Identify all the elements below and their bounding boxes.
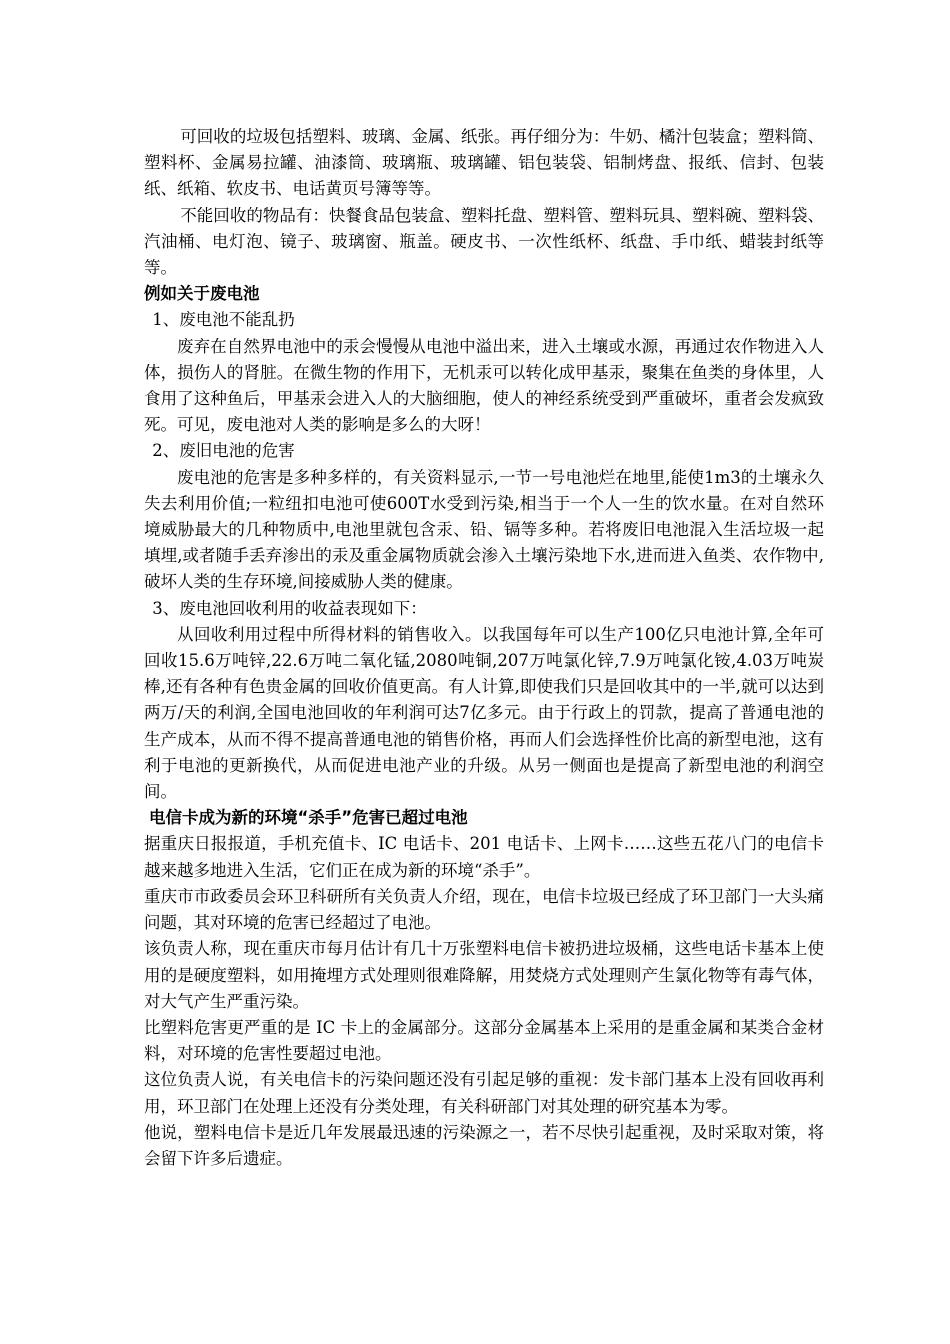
battery-section-3-title: 3、废电池回收利用的收益表现如下： xyxy=(152,598,427,618)
battery-section-3-body: 从回收利用过程中所得材料的销售收入。以我国每年可以生产100亿只电池计算,全年可回收15.6万吨锌,22.6万吨二氧化锰,2080吨铜,207万吨氯化锌,7.9万吨氯化铵,4.03万吨炭棒,还有各种有色贵金属的回收价值更高。有人计算,即使我们只是回收其中的一半,就可以达到两万/天的利润,全国电池回收的年利润可达7亿多元。由于行政上的罚款，提高了普通电池的生产成本，从而不得不提高普通电池的销售价格，再而人们会选择性价比高的新型电池，这有利于电池的更新换代，从而促进电池产业的升级。从另一侧面也是提高了新型电池的利润空间。 xyxy=(144,624,824,802)
telecom-paragraph-5: 这位负责人说，有关电信卡的污染问题还没有引起足够的重视：发卡部门基本上没有回收再利用，环卫部门在处理上还没有分类处理，有关科研部门对其处理的研究基本为零。 xyxy=(144,1070,824,1116)
battery-heading: 例如关于废电池 xyxy=(144,284,260,304)
telecom-heading: 电信卡成为新的环境“杀手”危害已超过电池 xyxy=(148,808,468,828)
non-recyclable-paragraph: 不能回收的物品有：快餐食品包装盒、塑料托盘、塑料管、塑料玩具、塑料碗、塑料袋、汽油桶、电灯泡、镜子、玻璃窗、瓶盖。硬皮书、一次性纸杯、纸盘、手巾纸、蜡装封纸等等。 xyxy=(144,205,824,278)
battery-section-2-body: 废电池的危害是多种多样的，有关资料显示,一节一号电池烂在地里,能使1m3的土壤永久失去利用价值;一粒纽扣电池可使600T水受到污染,相当于一个人一生的饮水量。在对自然环境威胁最大的几种物质中,电池里就包含汞、铅、镉等多种。若将废旧电池混入生活垃圾一起填埋,或者随手丢弃渗出的汞及重金属物质就会渗入土壤污染地下水,进而进入鱼类、农作物中,破坏人类的生存环境,间接威胁人类的健康。 xyxy=(144,467,824,592)
telecom-paragraph-3: 该负责人称，现在重庆市每月估计有几十万张塑料电信卡被扔进垃圾桶，这些电话卡基本上使用的是硬度塑料，如用掩埋方式处理则很难降解，用焚烧方式处理则产生氯化物等有毒气体，对大气产生严重污染。 xyxy=(144,939,824,1011)
telecom-paragraph-2: 重庆市市政委员会环卫科研所有关负责人介绍，现在，电信卡垃圾已经成了环卫部门一大头痛问题，其对环境的危害已经超过了电池。 xyxy=(144,886,824,933)
recyclable-paragraph: 可回收的垃圾包括塑料、玻璃、金属、纸张。再仔细分为：牛奶、橘汁包装盒；塑料筒、塑料杯、金属易拉罐、油漆筒、玻璃瓶、玻璃罐、铝包装袋、铝制烤盘、报纸、信封、包装纸、纸箱、软皮书、电话黄页号簿等等。 xyxy=(144,127,824,199)
telecom-paragraph-6: 他说，塑料电信卡是近几年发展最迅速的污染源之一，若不尽快引起重视，及时采取对策，将会留下许多后遗症。 xyxy=(144,1122,824,1168)
battery-section-1-title: 1、废电池不能乱扔 xyxy=(152,310,295,330)
battery-section-1-body: 废弃在自然界电池中的汞会慢慢从电池中溢出来，进入土壤或水源，再通过农作物进入人体，损伤人的肾脏。在微生物的作用下，无机汞可以转化成甲基汞，聚集在鱼类的身体里，人食用了这种鱼后，甲基汞会进入人的大脑细胞，使人的神经系统受到严重破坏，重者会发疯致死。可见，废电池对人类的影响是多么的大呀！ xyxy=(144,336,824,435)
telecom-paragraph-1: 据重庆日报报道，手机充值卡、IC 电话卡、201 电话卡、上网卡……这些五花八门的电信卡越来越多地进入生活，它们正在成为新的环境“杀手”。 xyxy=(144,834,824,880)
telecom-paragraph-4: 比塑料危害更严重的是 IC 卡上的金属部分。这部分金属基本上采用的是重金属和某类合金材料，对环境的危害性要超过电池。 xyxy=(144,1017,824,1064)
battery-section-2-title: 2、废旧电池的危害 xyxy=(152,441,295,461)
document-page xyxy=(144,124,824,1172)
